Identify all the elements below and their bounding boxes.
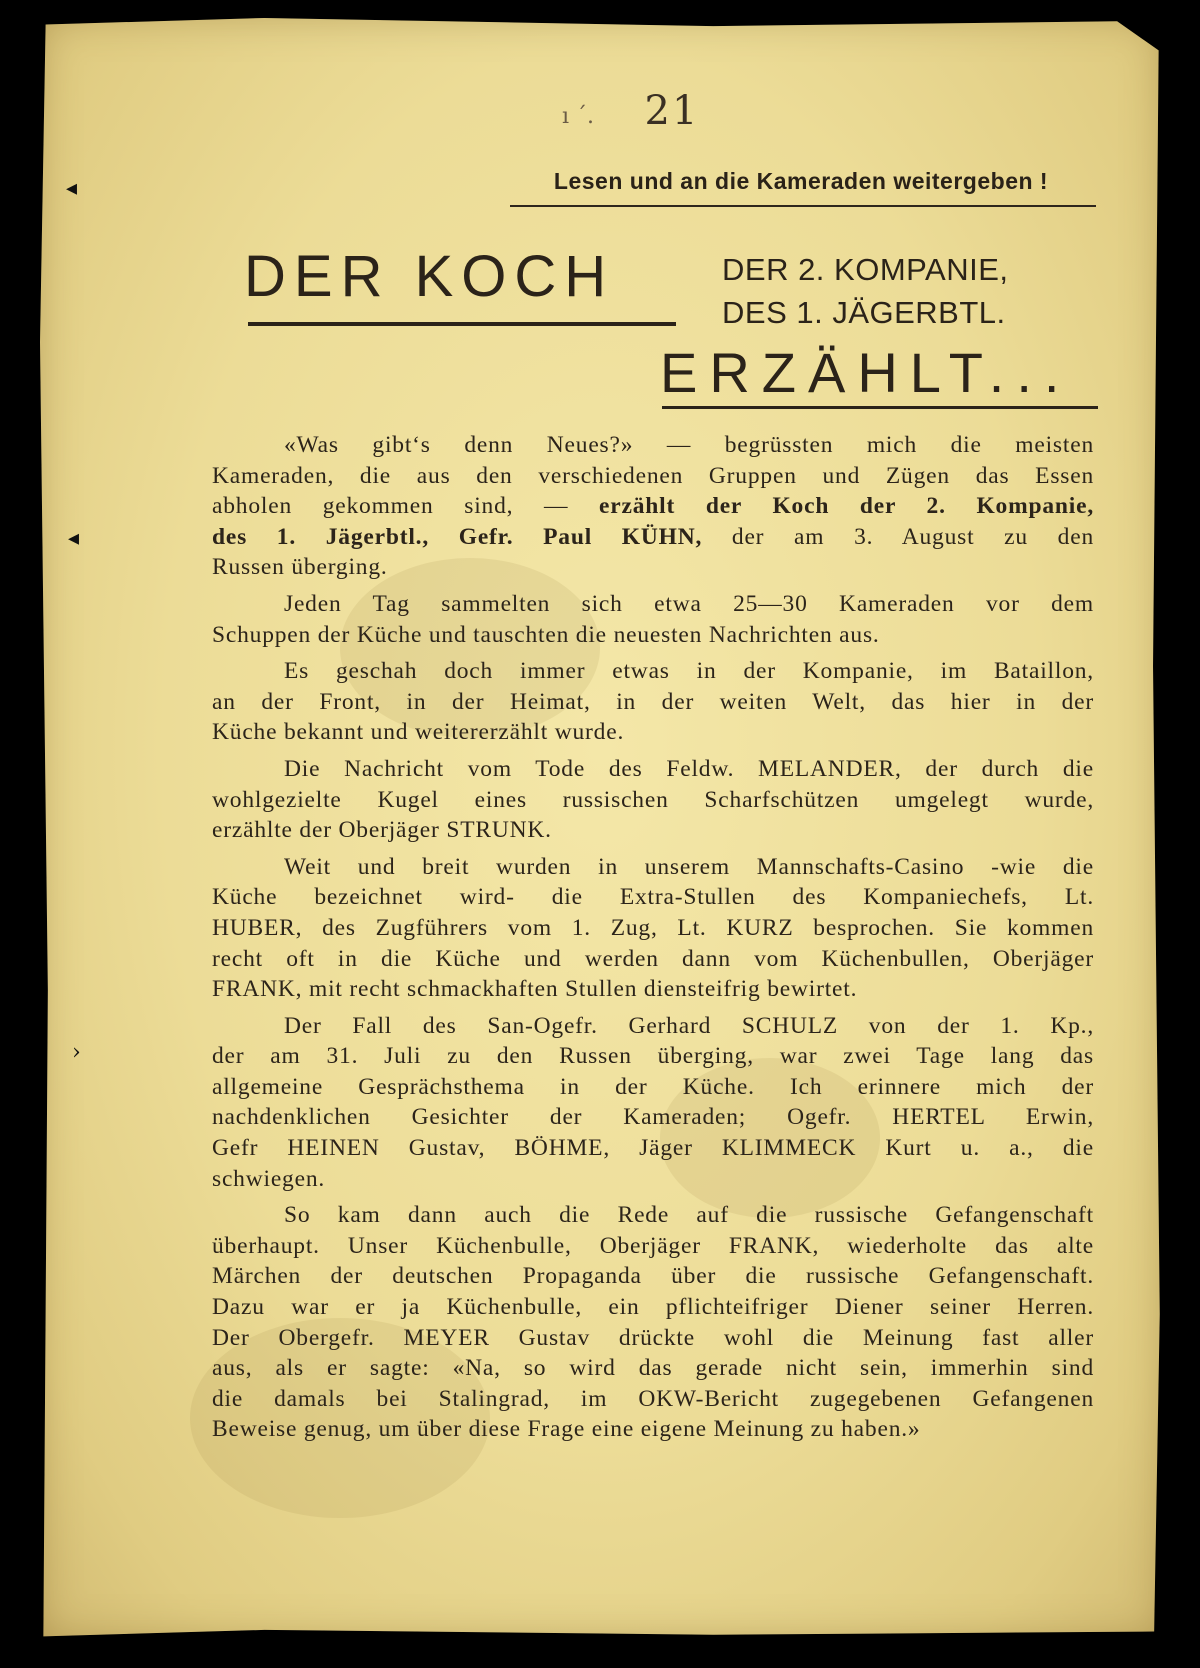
article-paragraph xyxy=(212,430,1094,583)
paragraph-line: aus, als er sagte: «Na, so wird das gerade nicht sein, immerhin sind xyxy=(212,1355,1094,1382)
paragraph-line: allgemeine Gesprächsthema in der Küche. Ich erinnere mich der xyxy=(212,1073,1094,1100)
margin-mark-icon: ◂ xyxy=(66,176,78,201)
paragraph-line: abholen gekommen sind, — erzählt der Koch der 2. Kompanie, xyxy=(212,493,1095,520)
article-paragraph xyxy=(212,1200,1094,1445)
page-number: 21 xyxy=(644,88,700,134)
paragraph-line: des 1. Jägerbtl., Gefr. Paul KÜHN, der am 3. August zu den xyxy=(212,523,1094,550)
article-body xyxy=(212,430,1094,1451)
paragraph-line: nachdenklichen Gesichter der Kameraden; Ogefr. HERTEL Erwin, xyxy=(212,1104,1094,1131)
paragraph-line: Jeden Tag sammelten sich etwa 25—30 Kameraden vor dem xyxy=(284,590,1094,617)
title-verb-underline xyxy=(662,406,1098,409)
paragraph-line: Gefr HEINEN Gustav, BÖHME, Jäger KLIMMECK Kurt u. a., die xyxy=(212,1135,1094,1162)
paragraph-line: Es geschah doch immer etwas in der Kompanie, im Bataillon, xyxy=(284,658,1094,685)
paragraph-line: Kameraden, die aus den verschiedenen Gruppen und Zügen das Essen xyxy=(212,462,1094,489)
paragraph-line: Die Nachricht vom Tode des Feldw. MELANDER, der durch die xyxy=(284,755,1094,782)
paragraph-line: Weit und breit wurden in unserem Mannschafts-Casino -wie die xyxy=(284,853,1094,880)
article-paragraph xyxy=(212,656,1094,748)
paragraph-line: HUBER, des Zugführers vom 1. Zug, Lt. KURZ besprochen. Sie kommen xyxy=(212,914,1094,941)
paragraph-line: Russen überging. xyxy=(212,554,388,581)
paragraph-line: an der Front, in der Heimat, in der weiten Welt, das hier in der xyxy=(212,688,1094,715)
subtitle-line-1: DER 2. KOMPANIE, xyxy=(722,252,1009,287)
paragraph-line: Beweise genug, um über diese Frage eine eigene Meinung zu haben.» xyxy=(212,1416,921,1443)
paragraph-line: Der Fall des San-Ogefr. Gerhard SCHULZ von der 1. Kp., xyxy=(284,1012,1094,1039)
paragraph-line: überhaupt. Unser Küchenbulle, Oberjäger FRANK, wiederholte das alte xyxy=(212,1232,1094,1259)
subtitle-line-2: DES 1. JÄGERBTL. xyxy=(722,295,1006,330)
paragraph-line: FRANK, mit recht schmackhaften Stullen diensteifrig bewirtet. xyxy=(212,976,858,1003)
article-paragraph xyxy=(212,852,1094,1005)
paragraph-line: erzählte der Oberjäger STRUNK. xyxy=(212,817,552,844)
paragraph-line: Küche bezeichnet wird- die Extra-Stullen des Kompaniechefs, Lt. xyxy=(212,884,1094,911)
paragraph-line: schwiegen. xyxy=(212,1165,326,1192)
paragraph-line: «Was gibt‘s denn Neues?» — begrüssten mich die meisten xyxy=(284,432,1094,458)
paragraph-line: der am 31. Juli zu den Russen überging, war zwei Tage lang das xyxy=(212,1043,1094,1070)
paragraph-line: recht oft in die Küche und werden dann vom Küchenbullen, Oberjäger xyxy=(212,945,1094,972)
article-paragraph xyxy=(212,1011,1094,1195)
paragraph-line: Der Obergefr. MEYER Gustav drückte wohl die Meinung fast aller xyxy=(212,1324,1094,1351)
article-paragraph xyxy=(212,589,1094,650)
title-verb: ERZÄHLT... xyxy=(660,341,1072,404)
margin-mark-icon: › xyxy=(72,1040,81,1065)
paragraph-line: Dazu war er ja Küchenbulle, ein pflichteifriger Diener seiner Herren. xyxy=(212,1294,1094,1321)
paragraph-line: Küche bekannt und weitererzählt wurde. xyxy=(212,719,625,746)
instruction-underline xyxy=(510,205,1096,207)
paragraph-line: wohlgezielte Kugel eines russischen Scharfschützen umgelegt wurde, xyxy=(212,786,1094,813)
title-main: DER KOCH xyxy=(244,244,615,309)
page-number-marks: ı ´. xyxy=(562,104,595,129)
paragraph-line: Schuppen der Küche und tauschten die neuesten Nachrichten aus. xyxy=(212,621,880,648)
instruction-line: Lesen und an die Kameraden weitergeben ! xyxy=(553,168,1049,194)
paragraph-line: So kam dann auch die Rede auf die russische Gefangenschaft xyxy=(284,1202,1094,1229)
title-main-underline xyxy=(248,322,676,326)
paragraph-line: Märchen der deutschen Propaganda über die russische Gefangenschaft. xyxy=(212,1263,1094,1290)
article-paragraph xyxy=(212,754,1094,846)
paragraph-line: die damals bei Stalingrad, im OKW-Bericht zugegebenen Gefangenen xyxy=(212,1385,1094,1412)
margin-mark-icon: ◂ xyxy=(68,526,80,551)
